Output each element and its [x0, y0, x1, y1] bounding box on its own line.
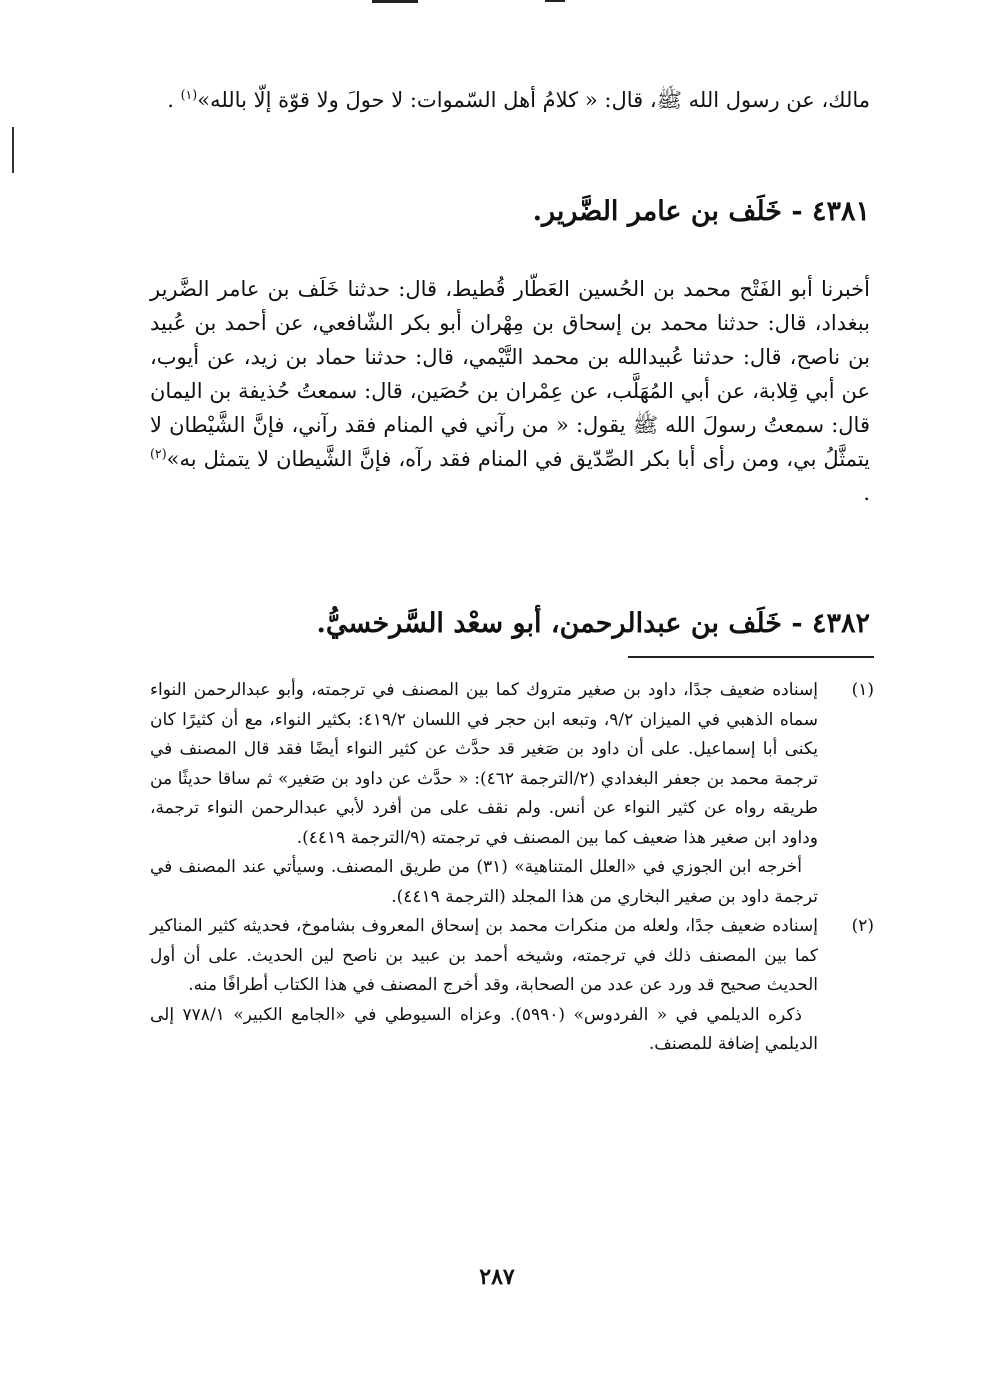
footnote-number: (١): [851, 680, 874, 700]
top-edge-mark: [372, 0, 418, 3]
footnote-paragraph: ذكره الديلمي في « الفردوس» (٥٩٩٠). وعزاه السيوطي في «الجامع الكبير» ٧٧٨/١ إلى الديلمي إضافة للمصنف.: [150, 1004, 818, 1054]
continuation-text: مالك، عن رسول الله ﷺ، قال: « كلامُ أهل السّموات: لا حولَ ولا قوّة إلّا بالله»: [197, 88, 870, 112]
continuation-paragraph: [150, 84, 870, 117]
footnote-paragraph: إسناده ضعيف جدًا، داود بن صغير متروك كما بين المصنف في ترجمته، وأبو عبدالرحمن النواء سماه الذهبي في الميزان ٩/٢، وتبعه ابن حجر في اللسان ٤١٩/٢: بكثير النواء، مع أن كثيرًا كان يكنى أبا إسماعيل. على أن داود بن صَغير قد حدَّث عن كثير النواء أيضًا فقد قال المصنف في ترجمة محمد بن جعفر البغدادي (٢/الترجمة ٤٦٢): « حدَّث عن داود بن صَغير» ثم ساقا حديثًا من طريقه رواه عن كثير النواء عن أنس. ولم نقف على من أفرد لأبي عبدالرحمن النواء ترجمة، وداود ابن صغير هذا ضعيف كما بين المصنف في ترجمته (٩/الترجمة ٤٤١٩).: [150, 680, 819, 848]
footnotes: [150, 676, 874, 1060]
margin-mark: [12, 127, 14, 173]
entry-heading-4381: ٤٣٨١ - خَلَف بن عامر الضَّرير.: [532, 196, 870, 227]
page-number: ٢٨٧: [479, 1264, 515, 1290]
footnote-1: [150, 676, 874, 912]
entry-heading-4382: ٤٣٨٢ - خَلَف بن عبدالرحمن، أبو سعْد السَّرخسيُّ.: [316, 608, 870, 639]
footnote-separator: [628, 656, 874, 658]
top-edge-mark: [545, 0, 565, 2]
footnote-paragraph: إسناده ضعيف جدًا، ولعله من منكرات محمد بن إسحاق المعروف بشاموخ، فحديثه كثير المناكير كما بين المصنف ذلك في ترجمته، وشيخه أحمد بن عبيد بن ناصح لين الحديث. على أن أول الحديث صحيح قد ورد عن عدد من الصحابة، وقد أخرج المصنف في هذا الكتاب أطرافًا منه.: [150, 916, 818, 995]
entry-4381-end: .: [863, 481, 870, 505]
entry-4381-text: أخبرنا أبو الفَتْح محمد بن الحُسين العَطّار قُطيط، قال: حدثنا خَلَف بن عامر الضَّرير ببغداد، قال: حدثنا محمد بن إسحاق بن مِهْران أبو بكر الشّافعي، عن أحمد بن عُبيد بن ناصح، قال: حدثنا عُبيدالله بن محمد التَّيْمي، قال: حدثنا حماد بن زيد، عن أيوب، عن أبي قِلابة، عن أبي المُهَلَّب، عن عِمْران بن حُصَين، قال: سمعتُ حُذيفة بن اليمان قال: سمعتُ رسولَ الله ﷺ يقول: « من رآني في المنام فقد رآني، فإنَّ الشَّيْطان لا يتمثَّلُ بي، ومن رأى أبا بكر الصِّدّيق في المنام فقد رآه، فإنَّ الشَّيطان لا يتمثل به»: [150, 277, 870, 471]
footnote-paragraph: أخرجه ابن الجوزي في «العلل المتناهية» (٣١) من طريق المصنف. وسيأتي عند المصنف في ترجمة داود بن صغير البخاري من هذا المجلد (الترجمة ٤٤١٩).: [150, 857, 818, 907]
continuation-end: .: [167, 88, 174, 112]
entry-4381-body: [150, 272, 870, 510]
footnote-number: (٢): [851, 916, 874, 936]
footnote-2: [150, 912, 874, 1060]
footnote-ref-1[interactable]: (١): [180, 87, 198, 102]
footnote-ref-2[interactable]: (٢): [150, 446, 167, 461]
